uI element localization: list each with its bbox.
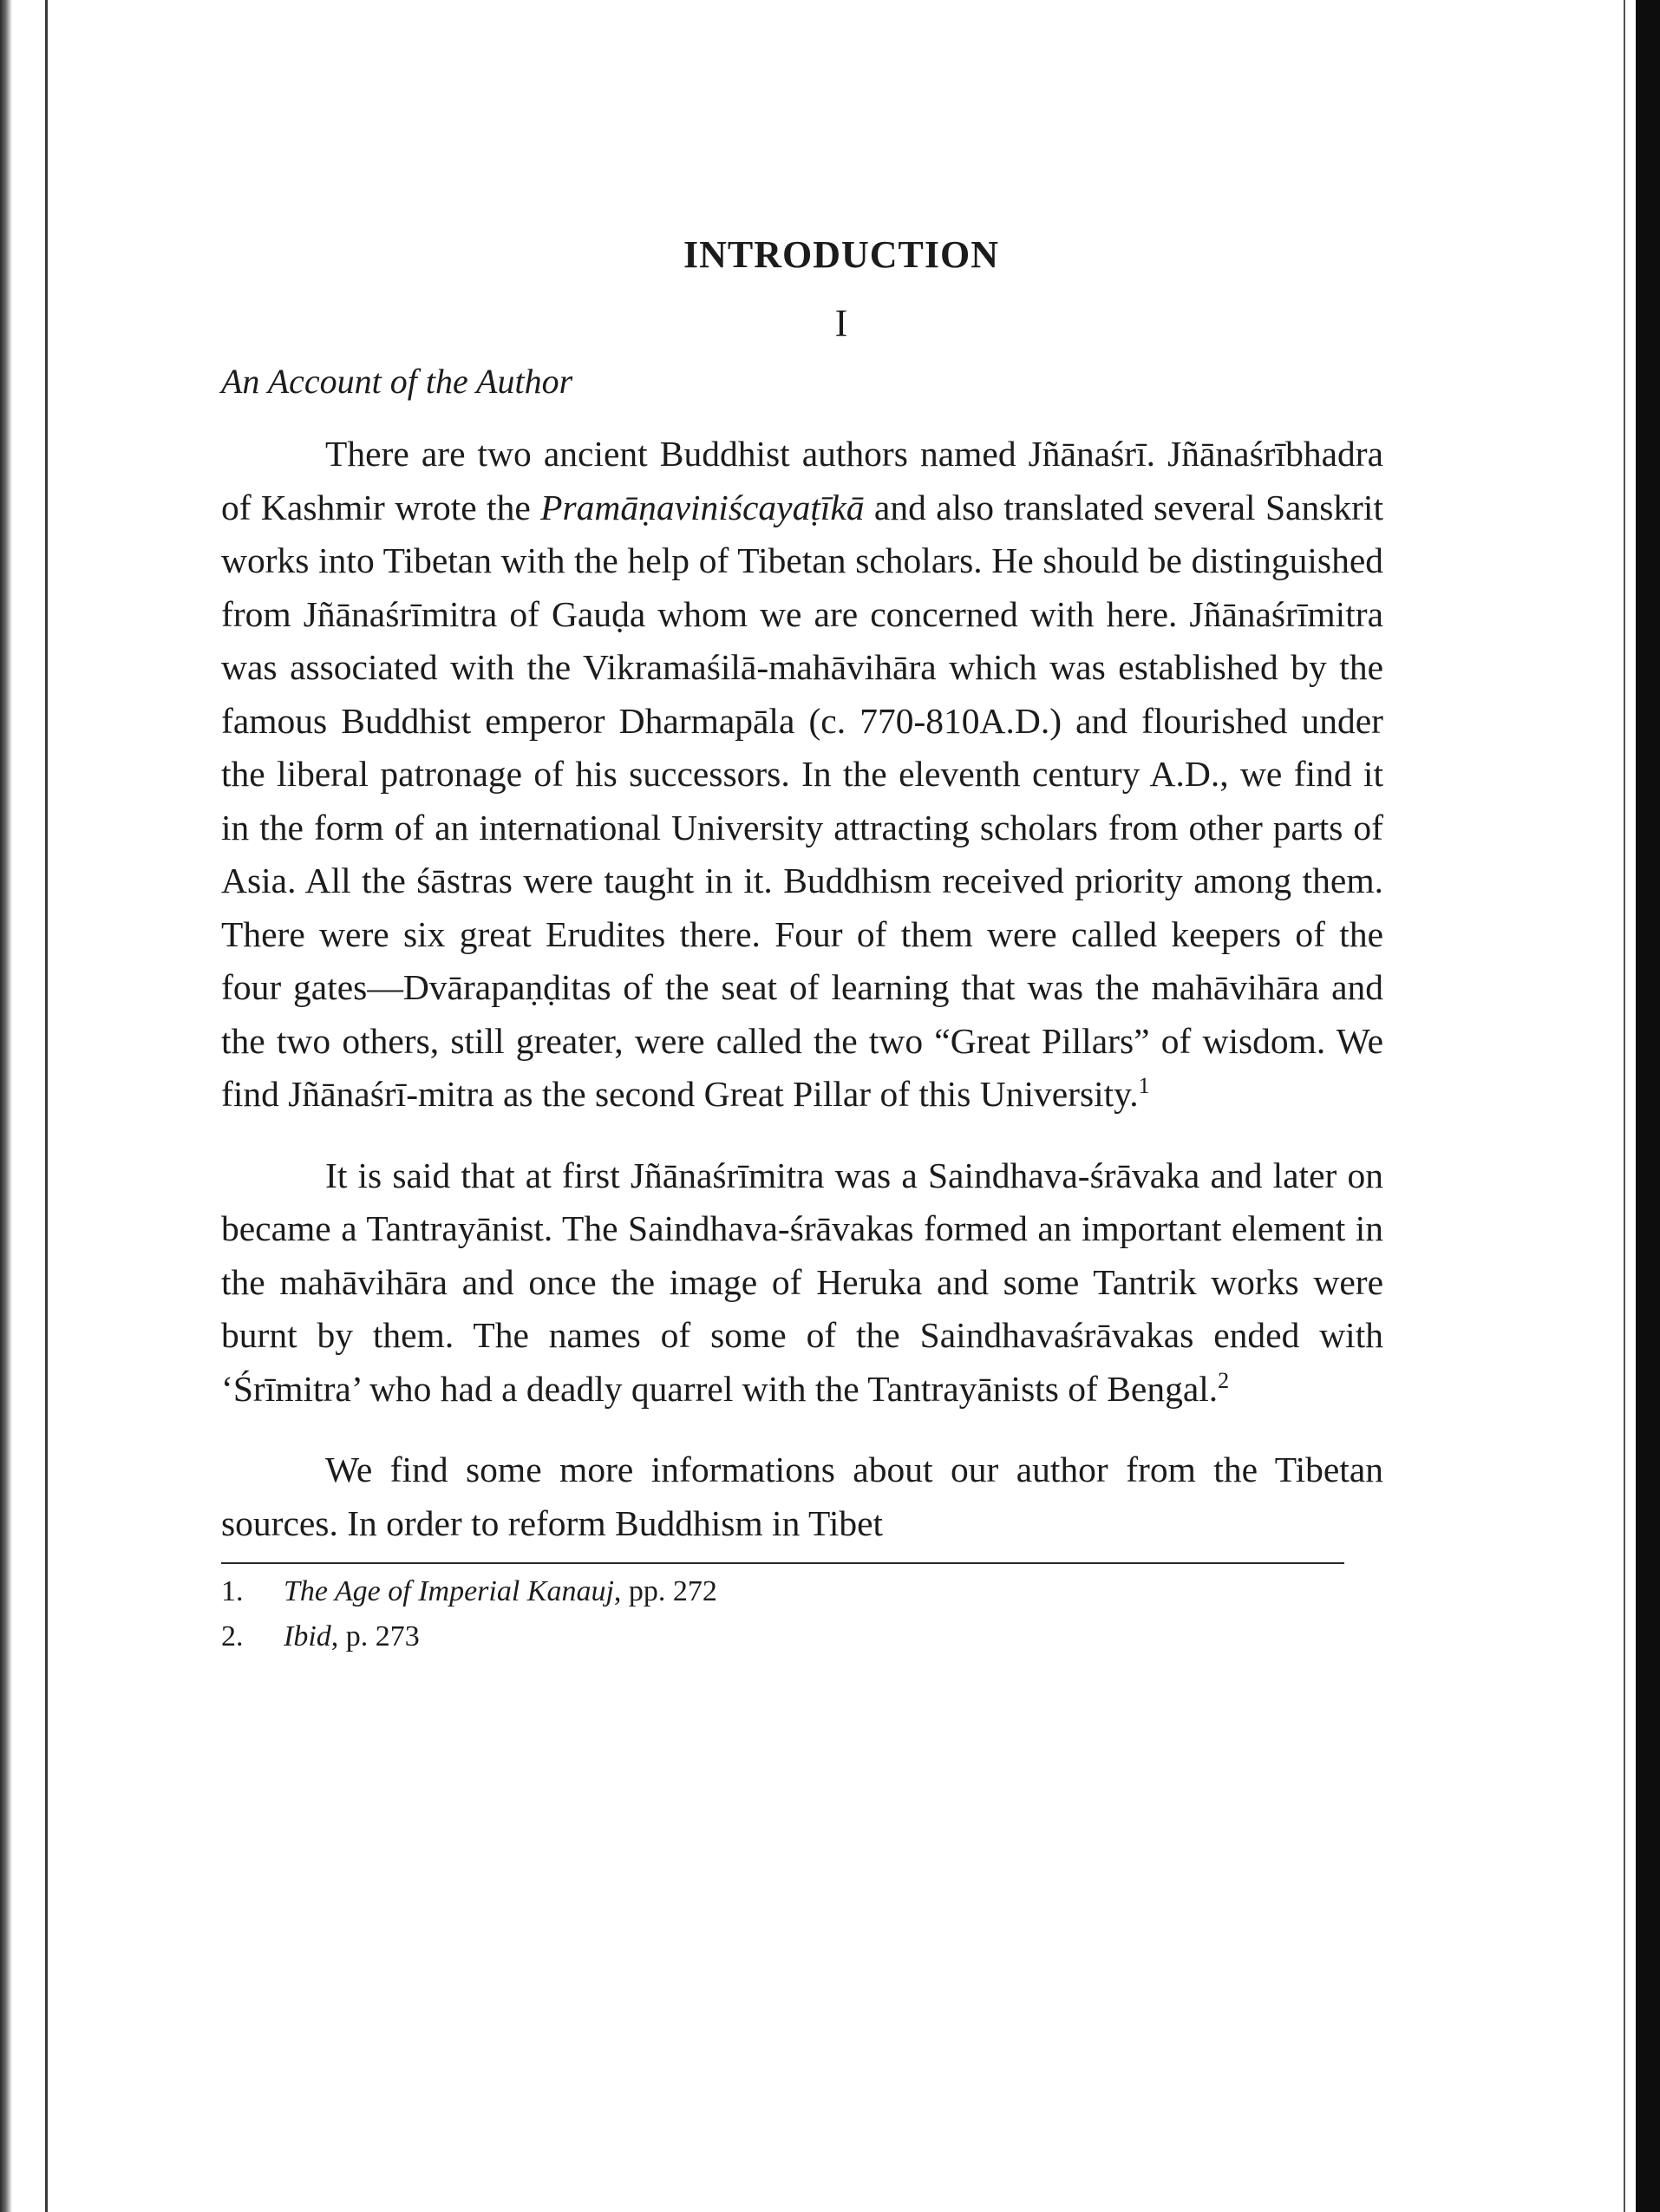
scan-binding-line [45, 0, 48, 2212]
footnote-source-title: The Age of Imperial Kanauj [284, 1575, 614, 1607]
footnote-ref-1: 1 [1138, 1073, 1150, 1099]
footnote-text [284, 1614, 420, 1659]
footnote-text [284, 1569, 717, 1614]
footnote-number: 1. [221, 1575, 244, 1607]
work-title-italic: Pramāṇaviniścayaṭīkā [540, 487, 865, 527]
footnote-source-title: Ibid [284, 1620, 331, 1652]
book-page [221, 232, 1383, 1659]
scan-binding-edge [0, 0, 12, 2212]
footnote-source-pages: , pp. 272 [613, 1575, 717, 1607]
paragraph-1-text-after: and also translated several Sanskrit works into Tibetan with the help of Tibetan scholars. He should be distinguished from Jñānaśrīmitra of Gauḍa whom we are concerned with here. Jñānaśrīmitra was associated with the Vikramaśilā-mahāvihāra which was established by the famous Buddhist emperor Dharmapāla (c. 770-810A.D.) and flourished under the liberal patronage of his successors. In the eleventh century A.D., we find it in the form of an international University attracting scholars from other parts of Asia. All the śāstras were taught in it. Buddhism received priority among them. There were six great Erudites there. Four of them were called keepers of the four gates—Dvārapaṇḍitas of the seat of learning that was the mahāvihāra and the two others, still greater, were called the two “Great Pillars” of wisdom. We find Jñānaśrī-mitra as the second Great Pillar of this University. [221, 487, 1383, 1114]
paragraph-3 [221, 1443, 1383, 1550]
paragraph-1 [221, 428, 1383, 1122]
page-heading: INTRODUCTION [683, 233, 1000, 276]
paragraph-2-text: It is said that at first Jñānaśrīmitra was a Saindhava-śrāvaka and later on became a Tantrayānist. The Saindhava-śrāvakas formed an important element in the mahāvihāra and once the image of Heruka and some Tantrik works were burnt by them. The names of some of the Saindhavaśrāvakas ended with ‘Śrīmitra’ who had a deadly quarrel with the Tantrayānists of Bengal. [221, 1155, 1383, 1409]
scan-right-line [1624, 0, 1625, 2212]
paragraph-2 [221, 1149, 1383, 1417]
footnote-divider [221, 1562, 1344, 1564]
scan-right-edge [1636, 0, 1660, 2212]
footnote-1 [221, 1569, 1383, 1614]
footnote-number: 2. [221, 1620, 244, 1652]
paragraph-3-text: We find some more informations about our author from the Tibetan sources. In order to reform Buddhism in Tibet [221, 1450, 1383, 1543]
paragraph-1-text-before: There are two ancient Buddhist authors named Jñānaśrī. Jñānaśrībhadra of Kashmir wrote the [221, 434, 1383, 527]
section-title: An Account of the Author [221, 362, 573, 401]
footnote-source-pages: , p. 273 [330, 1620, 420, 1652]
footnote-2 [221, 1614, 1383, 1659]
footnotes [221, 1569, 1383, 1659]
section-number: I [834, 302, 848, 344]
footnote-ref-2: 2 [1218, 1367, 1230, 1393]
